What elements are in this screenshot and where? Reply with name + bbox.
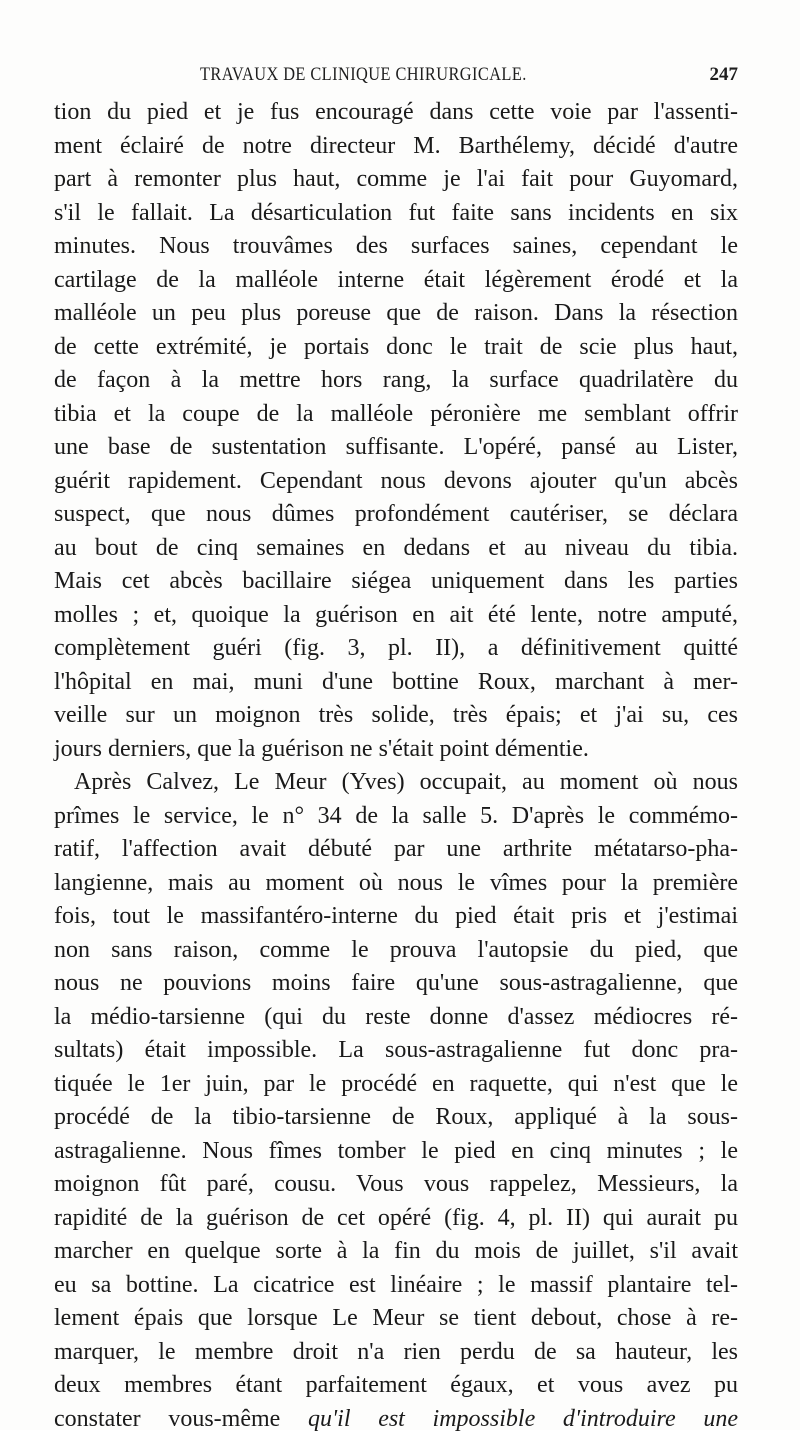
text-line: complètement guéri (fig. 3, pl. II), a définitivement quitté [54,632,738,666]
text-line: langienne, mais au moment où nous le vîmes pour la première [54,867,738,901]
text-line: de façon à la mettre hors rang, la surface quadrilatère du [54,364,738,398]
text-line: eu sa bottine. La cicatrice est linéaire ; le massif plantaire tel- [54,1269,738,1303]
text-line: prîmes le service, le n° 34 de la salle 5. D'après le commémo- [54,800,738,834]
text-line: jours derniers, que la guérison ne s'était point démentie. [54,733,738,767]
text-line: ment éclairé de notre directeur M. Barthélemy, décidé d'autre [54,130,738,164]
page-number: 247 [710,64,739,86]
text-line: de cette extrémité, je portais donc le trait de scie plus haut, [54,331,738,365]
text-line: guérit rapidement. Cependant nous devons ajouter qu'un abcès [54,465,738,499]
text-line: tion du pied et je fus encouragé dans cette voie par l'assenti- [54,96,738,130]
final-line-roman: constater vous-même [54,1406,308,1432]
text-line: l'hôpital en mai, muni d'une bottine Roux, marchant à mer- [54,666,738,700]
text-line: minutes. Nous trouvâmes des surfaces saines, cependant le [54,230,738,264]
text-line: marquer, le membre droit n'a rien perdu de sa hauteur, les [54,1336,738,1370]
text-line: Après Calvez, Le Meur (Yves) occupait, au moment où nous [54,766,738,800]
running-header [54,64,738,90]
text-line: marcher en quelque sorte à la fin du mois de juillet, s'il avait [54,1235,738,1269]
text-line: tibia et la coupe de la malléole péronière me semblant offrir [54,398,738,432]
text-line: suspect, que nous dûmes profondément cautériser, se déclara [54,498,738,532]
running-title: TRAVAUX DE CLINIQUE CHIRURGICALE. [200,64,527,86]
text-line: fois, tout le massifantéro-interne du pied était pris et j'estimai [54,900,738,934]
text-line: ratif, l'affection avait débuté par une arthrite métatarso-pha- [54,833,738,867]
text-line: rapidité de la guérison de cet opéré (fig. 4, pl. II) qui aurait pu [54,1202,738,1236]
text-line: astragalienne. Nous fîmes tomber le pied en cinq minutes ; le [54,1135,738,1169]
text-line: une base de sustentation suffisante. L'opéré, pansé au Lister, [54,431,738,465]
text-line: part à remonter plus haut, comme je l'ai fait pour Guyomard, [54,163,738,197]
final-line-italic: qu'il est impossible d'introduire une [308,1406,738,1432]
text-line: la médio-tarsienne (qui du reste donne d'assez médiocres ré- [54,1001,738,1035]
text-line: tiquée le 1er juin, par le procédé en raquette, qui n'est que le [54,1068,738,1102]
text-line: malléole un peu plus poreuse que de raison. Dans la résection [54,297,738,331]
text-line: nous ne pouvions moins faire qu'une sous-astragalienne, que [54,967,738,1001]
text-line: procédé de la tibio-tarsienne de Roux, appliqué à la sous- [54,1101,738,1135]
text-line: sultats) était impossible. La sous-astragalienne fut donc pra- [54,1034,738,1068]
text-line: molles ; et, quoique la guérison en ait été lente, notre amputé, [54,599,738,633]
text-line: moignon fût paré, cousu. Vous vous rappelez, Messieurs, la [54,1168,738,1202]
text-line: lement épais que lorsque Le Meur se tient debout, chose à re- [54,1302,738,1336]
text-line: veille sur un moignon très solide, très épais; et j'ai su, ces [54,699,738,733]
text-line: Mais cet abcès bacillaire siégea uniquement dans les parties [54,565,738,599]
final-text-line [54,1403,738,1436]
text-line: au bout de cinq semaines en dedans et au niveau du tibia. [54,532,738,566]
text-line: deux membres étant parfaitement égaux, et vous avez pu [54,1369,738,1403]
text-line: non sans raison, comme le prouva l'autopsie du pied, que [54,934,738,968]
body-text [54,96,738,1436]
text-line: s'il le fallait. La désarticulation fut faite sans incidents en six [54,197,738,231]
text-line: cartilage de la malléole interne était légèrement érodé et la [54,264,738,298]
